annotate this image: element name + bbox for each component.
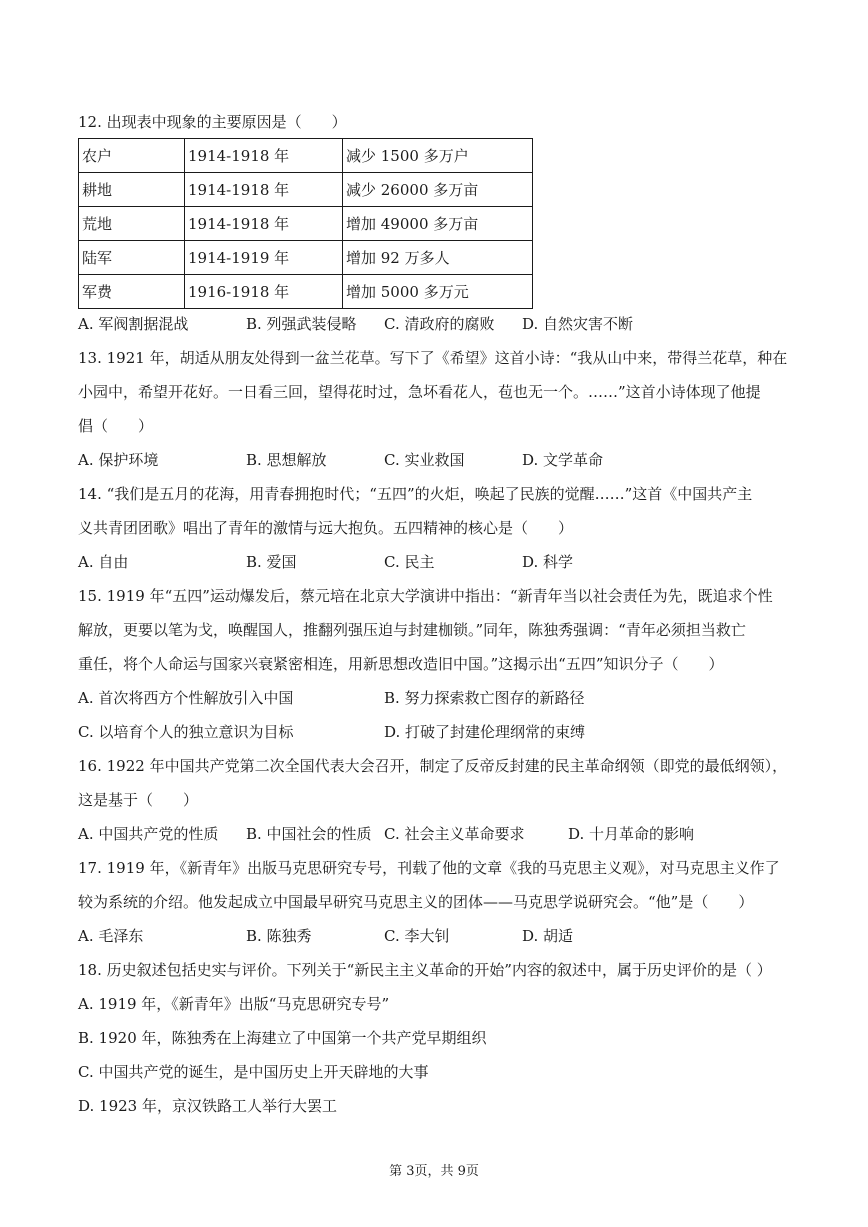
q14-option-a[interactable]: A. 自由 [78,553,129,571]
q16-option-d[interactable]: D. 十月革命的影响 [568,825,695,843]
q17-option-d[interactable]: D. 胡适 [522,927,574,945]
table-cell: 减少 26000 多万亩 [343,173,533,207]
q14-stem-line2: 义共青团团歌》唱出了青年的激情与远大抱负。五四精神的核心是（ ） [78,519,574,537]
q13-option-d[interactable]: D. 文学革命 [522,451,604,469]
q17-option-c[interactable]: C. 李大钊 [384,927,450,945]
table-cell: 增加 92 万多人 [343,241,533,275]
q14-option-c[interactable]: C. 民主 [384,553,435,571]
table-cell: 1914-1918 年 [185,207,343,241]
table-cell: 陆军 [79,241,185,275]
table-cell: 耕地 [79,173,185,207]
table-row [79,173,533,207]
table-row [79,207,533,241]
table-cell: 1914-1918 年 [185,173,343,207]
q14-stem-line1: 14. “我们是五月的花海，用青春拥抱时代；“五四”的火炬，唤起了民族的觉醒……”这首《中国共产主 [78,485,753,503]
q17-stem-line1: 17. 1919 年，《新青年》出版马克思研究专号，刊载了他的文章《我的马克思主义观》，对马克思主义作了 [78,859,780,877]
q12-option-d[interactable]: D. 自然灾害不断 [522,315,634,333]
table-cell: 军费 [79,275,185,309]
q16-stem-line1: 16. 1922 年中国共产党第二次全国代表大会召开，制定了反帝反封建的民主革命纲领（即党的最低纲领）， [78,757,788,775]
q13-option-c[interactable]: C. 实业救国 [384,451,465,469]
q14-option-d[interactable]: D. 科学 [522,553,574,571]
q15-stem-line2: 解放，更要以笔为戈，唤醒国人，推翻列强压迫与封建枷锁。”同年，陈独秀强调：“青年必须担当救亡 [78,621,746,639]
table-cell: 荒地 [79,207,185,241]
table-row [79,275,533,309]
q17-option-b[interactable]: B. 陈独秀 [246,927,312,945]
q15-option-b[interactable]: B. 努力探索救亡图存的新路径 [384,689,585,707]
table-cell: 1916-1918 年 [185,275,343,309]
q15-option-a[interactable]: A. 首次将西方个性解放引入中国 [78,689,294,707]
q18-option-b[interactable]: B. 1920 年，陈独秀在上海建立了中国第一个共产党早期组织 [78,1029,487,1047]
table-cell: 农户 [79,139,185,173]
table-cell: 增加 49000 多万亩 [343,207,533,241]
q16-option-c[interactable]: C. 社会主义革命要求 [384,825,525,843]
q12-option-a[interactable]: A. 军阀割据混战 [78,315,189,333]
q15-option-c[interactable]: C. 以培育个人的独立意识为目标 [78,723,294,741]
q12-stem: 12. 出现表中现象的主要原因是（ ） [78,113,347,131]
q13-stem-line1: 13. 1921 年，胡适从朋友处得到一盆兰花草。写下了《希望》这首小诗：“我从山中来，带得兰花草，种在 [78,349,788,367]
q18-stem: 18. 历史叙述包括史实与评价。下列关于“新民主主义革命的开始”内容的叙述中，属于历史评价的是（ ） [78,961,772,979]
q16-option-b[interactable]: B. 中国社会的性质 [246,825,372,843]
table-cell: 减少 1500 多万户 [343,139,533,173]
q13-stem-line2: 小园中，希望开花好。一日看三回，望得花时过，急坏看花人，苞也无一个。……”这首小诗体现了他提 [78,383,761,401]
table-cell: 1914-1919 年 [185,241,343,275]
q18-option-c[interactable]: C. 中国共产党的诞生，是中国历史上开天辟地的大事 [78,1063,429,1081]
q12-option-c[interactable]: C. 清政府的腐败 [384,315,495,333]
q14-option-b[interactable]: B. 爱国 [246,553,297,571]
q17-option-a[interactable]: A. 毛泽东 [78,927,144,945]
q13-stem-line3: 倡（ ） [78,417,154,435]
q18-option-d[interactable]: D. 1923 年，京汉铁路工人举行大罢工 [78,1097,337,1115]
q12-table [78,138,533,309]
q13-option-b[interactable]: B. 思想解放 [246,451,327,469]
q16-stem-line2: 这是基于（ ） [78,791,199,809]
table-cell: 1914-1918 年 [185,139,343,173]
table-row [79,241,533,275]
q15-option-d[interactable]: D. 打破了封建伦理纲常的束缚 [384,723,586,741]
q15-stem-line1: 15. 1919 年“五四”运动爆发后，蔡元培在北京大学演讲中指出：“新青年当以社会责任为先，既追求个性 [78,587,773,605]
q17-stem-line2: 较为系统的介绍。他发起成立中国最早研究马克思主义的团体——马克思学说研究会。“他”是（ ） [78,893,754,911]
q15-stem-line3: 重任，将个人命运与国家兴衰紧密相连，用新思想改造旧中国。”这揭示出“五四”知识分子（ ） [78,655,724,673]
table-row [79,139,533,173]
q12-option-b[interactable]: B. 列强武装侵略 [246,315,357,333]
q16-option-a[interactable]: A. 中国共产党的性质 [78,825,219,843]
q13-option-a[interactable]: A. 保护环境 [78,451,159,469]
page-number-footer: 第 3页，共 9页 [389,1164,479,1179]
q18-option-a[interactable]: A. 1919 年，《新青年》出版“马克思研究专号” [78,995,390,1013]
table-cell: 增加 5000 多万元 [343,275,533,309]
